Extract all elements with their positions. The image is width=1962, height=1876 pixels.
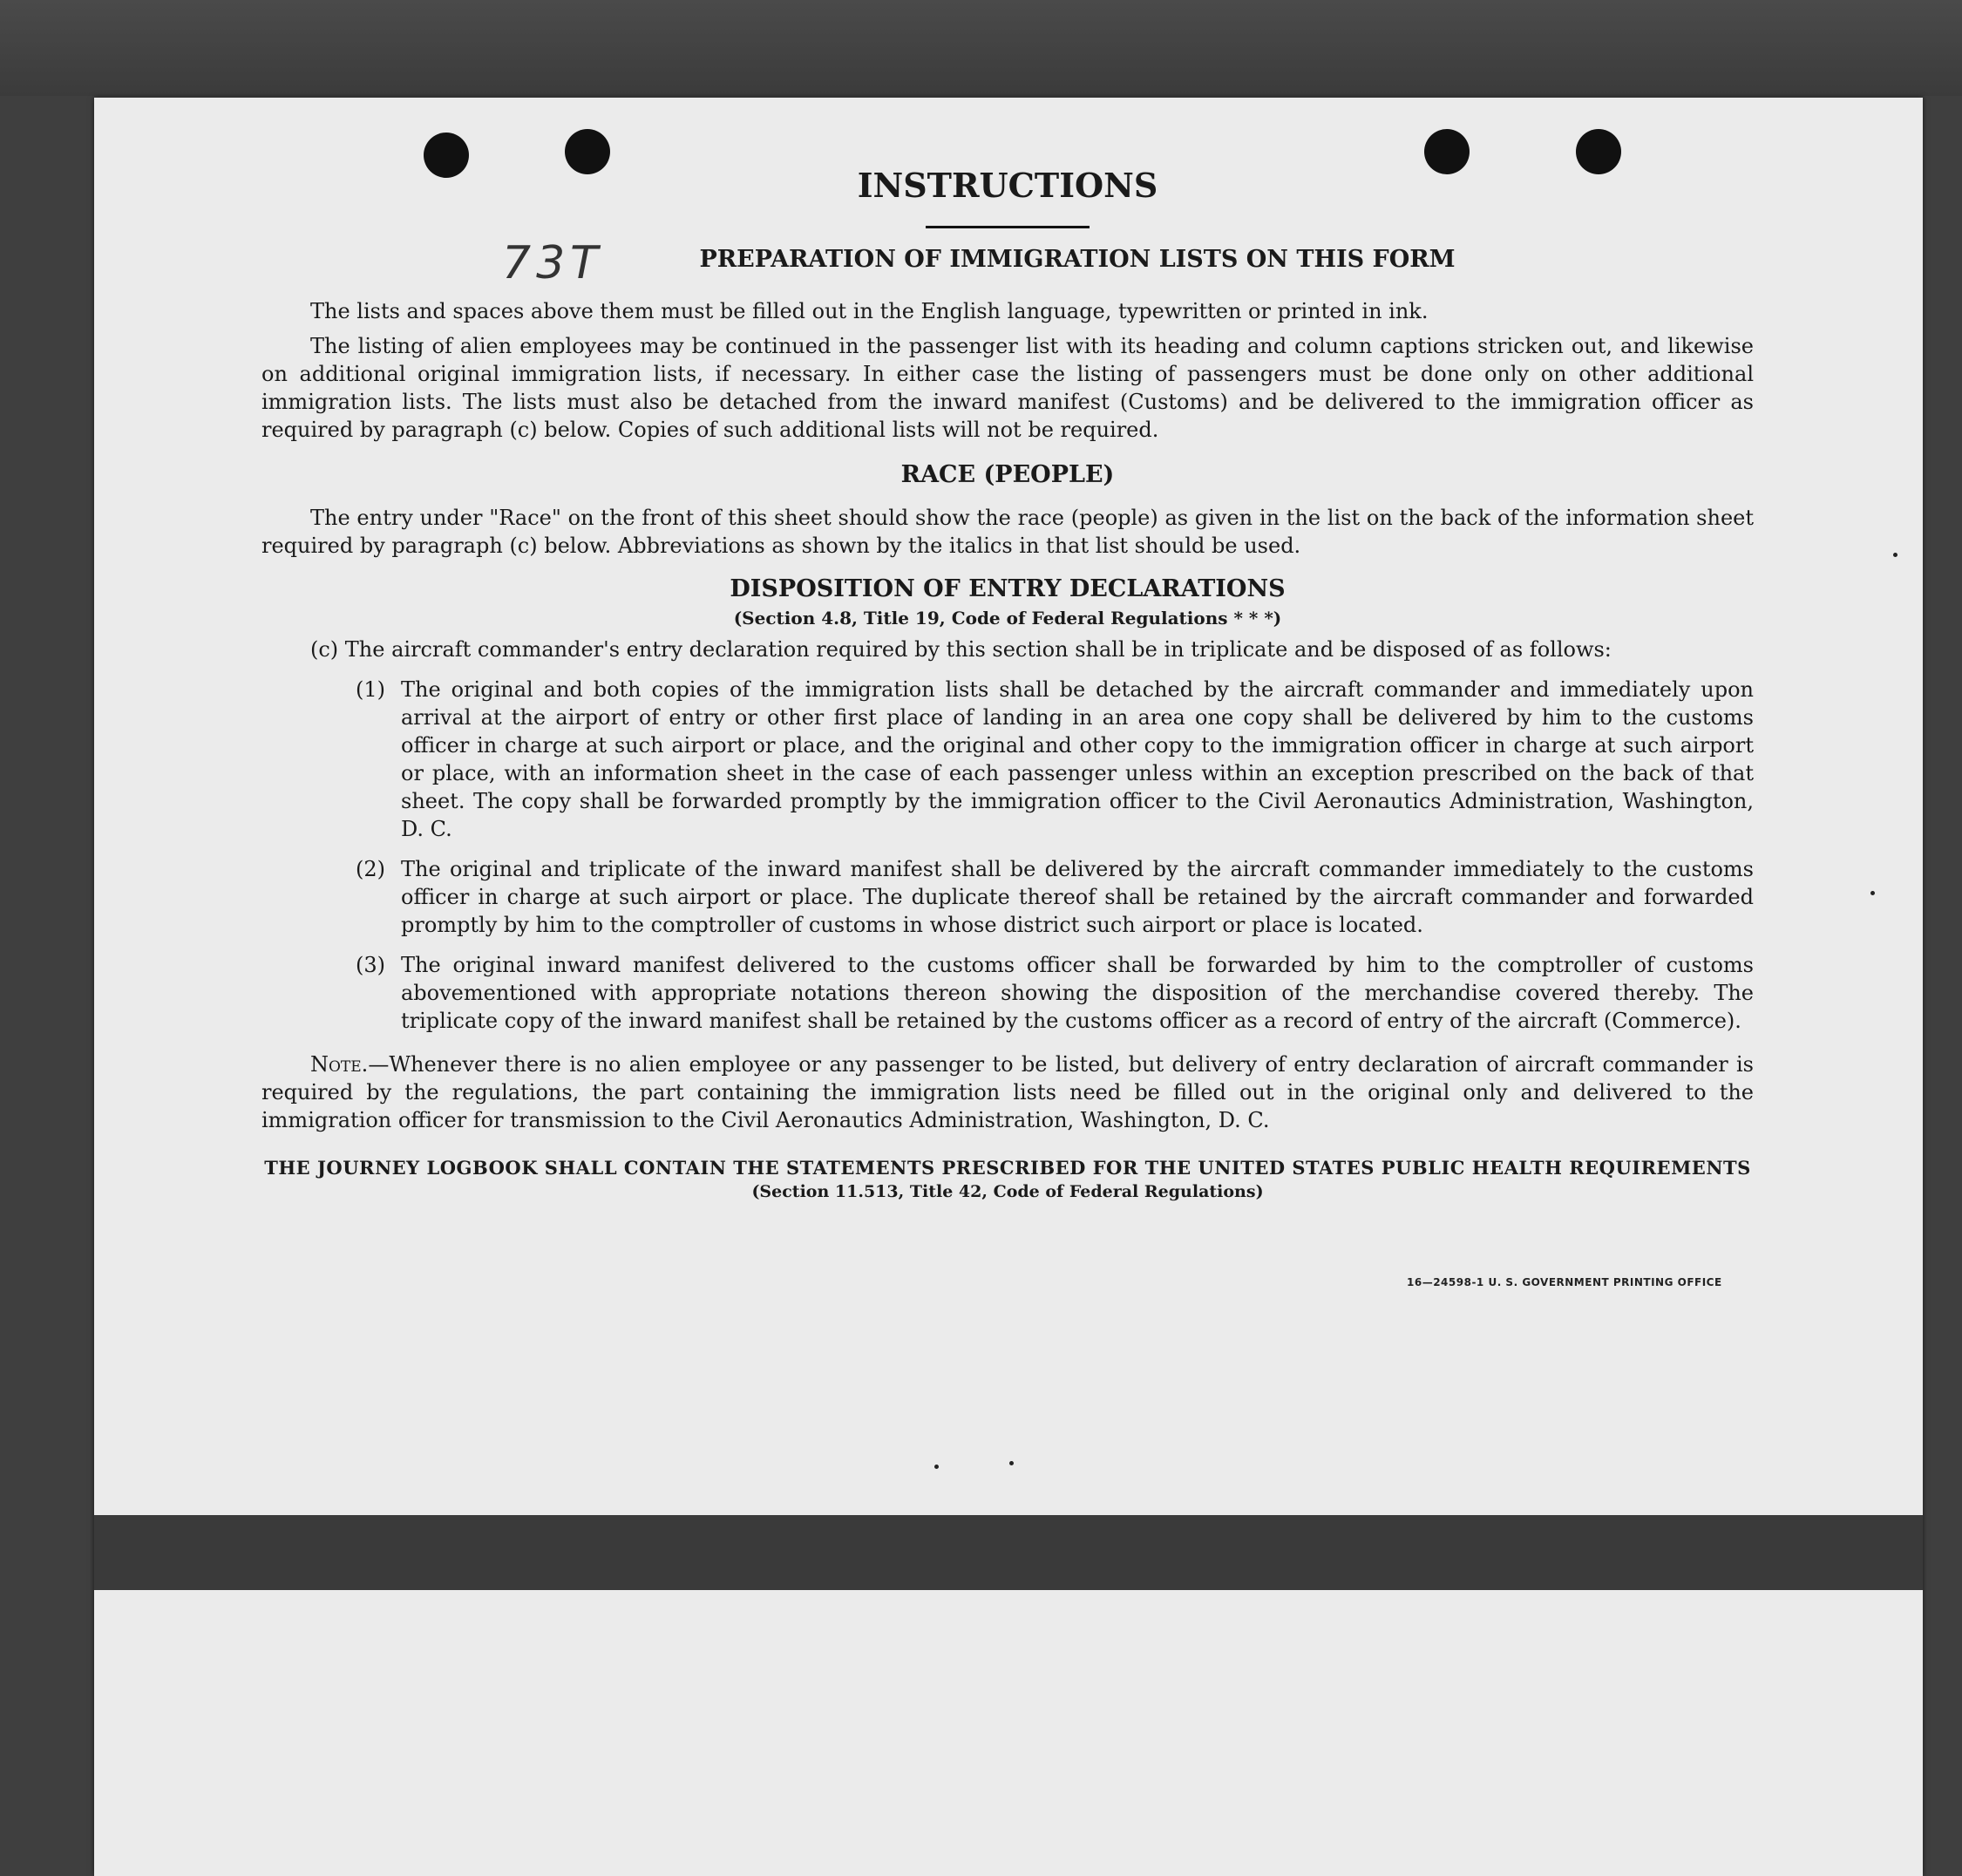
list-item-number: (2) xyxy=(356,857,385,881)
handwritten-mark: 73T xyxy=(502,237,603,289)
instructions-body xyxy=(261,166,1754,1201)
list-item-text: The original and both copies of the immigration lists shall be detached by the aircraft commander and immediately upon arrival at the airport of entry or other first place of landing in an area one copy shall be delivered by him to the customs officer in charge at such airport or place, and the original and other copy to the immigration officer in charge at such airport or place, with an information sheet in the case of each passenger unless within an exception prescribed on the back of that sheet. The copy shall be forwarded promptly by the immigration officer to the Civil Aeronautics Administration, Washington, D. C. xyxy=(401,677,1754,841)
note-text: —Whenever there is no alien employee or any passenger to be listed, but delivery of entry declaration of aircraft commander is required by the regulations, the part containing the immigration lists need be filled out in the original only and delivered to the immigration officer for transmission to the Civil Aeronautics Administration, Washington, D. C. xyxy=(261,1052,1754,1132)
section-heading-race: RACE (PEOPLE) xyxy=(900,461,1115,488)
section-heading-preparation: PREPARATION OF IMMIGRATION LISTS ON THIS FORM xyxy=(699,246,1456,273)
printer-imprint: 16—24598-1 U. S. GOVERNMENT PRINTING OFFICE xyxy=(1407,1276,1722,1288)
scan-border-bottom xyxy=(94,1515,1923,1590)
list-item-text: The original inward manifest delivered to the customs officer shall be forwarded by him to the comptroller of customs abovementioned with appropriate notations thereon showing the disposition of the merchandise covered thereby. The triplicate copy of the inward manifest shall be retained by the customs officer as a record of entry of the aircraft (Commerce). xyxy=(401,953,1754,1033)
paragraph: The entry under "Race" on the front of this sheet should show the race (people) as given in the list on the back of the information sheet required by paragraph (c) below. Abbreviations as shown by the italics in that list should be used. xyxy=(261,506,1754,558)
list-item xyxy=(356,676,1754,843)
list-item-text: The original and triplicate of the inward manifest shall be delivered by the aircraft commander immediately to the customs officer in charge at such airport or place. The duplicate thereof shall be retained by the aircraft commander and forwarded promptly by him to the comptroller of customs in whose district such airport or place is located. xyxy=(401,857,1754,937)
dust-speck xyxy=(934,1465,939,1469)
title-rule xyxy=(926,226,1090,228)
dust-speck xyxy=(1870,891,1875,895)
paragraph: (c) The aircraft commander's entry declaration required by this section shall be in triplicate and be disposed of as follows: xyxy=(310,637,1612,662)
note-paragraph xyxy=(261,1050,1754,1134)
list-item xyxy=(356,951,1754,1035)
list-item-number: (1) xyxy=(356,677,385,702)
note-label: Note. xyxy=(310,1052,369,1077)
dust-speck xyxy=(1009,1461,1014,1465)
paragraph: The lists and spaces above them must be filled out in the English language, typewritten or printed in ink. xyxy=(310,299,1429,323)
scan-border xyxy=(0,0,1962,96)
list-item xyxy=(356,855,1754,939)
footer-statement: THE JOURNEY LOGBOOK SHALL CONTAIN THE STATEMENTS PRESCRIBED FOR THE UNITED STATES PUBLIC HEALTH REQUIREMENTS xyxy=(264,1157,1751,1179)
section-heading-disposition: DISPOSITION OF ENTRY DECLARATIONS xyxy=(730,575,1286,602)
dust-speck xyxy=(1893,553,1898,557)
list-item-number: (3) xyxy=(356,953,385,977)
section-citation: (Section 4.8, Title 19, Code of Federal Regulations * * *) xyxy=(733,608,1282,629)
page-title: INSTRUCTIONS xyxy=(857,166,1158,205)
paragraph: The listing of alien employees may be continued in the passenger list with its heading and column captions stricken out, and likewise on additional original immigration lists, if necessary. In either case the listing of passengers must be done only on other additional immigration lists. The lists must also be detached from the inward manifest (Customs) and be delivered to the immigration officer as required by paragraph (c) below. Copies of such additional lists will not be required. xyxy=(261,334,1754,442)
footer-citation: (Section 11.513, Title 42, Code of Federal Regulations) xyxy=(751,1182,1264,1201)
